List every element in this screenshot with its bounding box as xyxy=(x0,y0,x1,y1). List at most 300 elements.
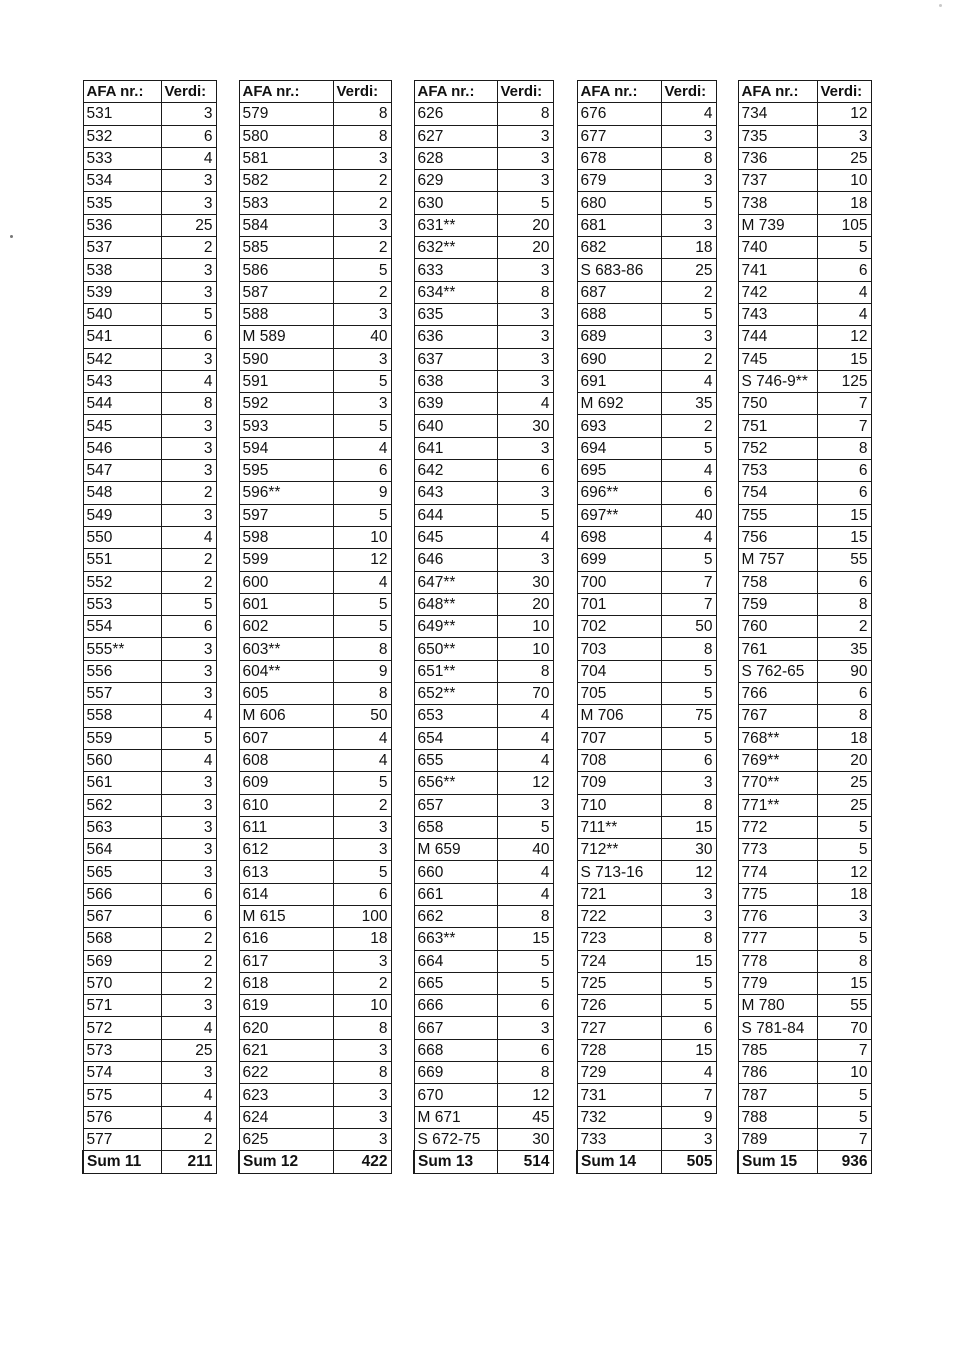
sum-value: 505 xyxy=(661,1151,716,1173)
afa-table-2 xyxy=(238,80,392,1174)
verdi-cell: 8 xyxy=(497,1062,553,1084)
verdi-cell: 3 xyxy=(497,303,553,325)
table-row xyxy=(577,1039,716,1061)
table-row xyxy=(83,638,216,660)
verdi-cell: 15 xyxy=(817,504,871,526)
verdi-cell: 7 xyxy=(817,1039,871,1061)
table-row xyxy=(577,660,716,682)
afa-nr-cell: 661 xyxy=(414,883,497,905)
table-row xyxy=(414,861,553,883)
table-row xyxy=(414,1039,553,1061)
afa-nr-cell: 761 xyxy=(738,638,817,660)
table-row xyxy=(83,504,216,526)
afa-nr-cell: 678 xyxy=(577,147,661,169)
verdi-cell: 25 xyxy=(817,772,871,794)
verdi-cell: 20 xyxy=(497,214,553,236)
table-row xyxy=(83,549,216,571)
table-row xyxy=(414,103,553,125)
table-row xyxy=(577,839,716,861)
verdi-cell: 30 xyxy=(497,1128,553,1150)
verdi-cell: 4 xyxy=(161,1106,216,1128)
table-row xyxy=(83,259,216,281)
verdi-cell: 50 xyxy=(333,705,391,727)
table-row xyxy=(239,593,391,615)
afa-nr-cell: 600 xyxy=(239,571,333,593)
verdi-cell: 6 xyxy=(817,482,871,504)
afa-nr-cell: 696** xyxy=(577,482,661,504)
verdi-cell: 25 xyxy=(161,214,216,236)
afa-table-4 xyxy=(576,80,717,1174)
verdi-header: Verdi: xyxy=(497,81,553,103)
afa-nr-cell: 786 xyxy=(738,1062,817,1084)
table-row xyxy=(83,348,216,370)
verdi-cell: 4 xyxy=(497,393,553,415)
verdi-cell: 35 xyxy=(661,393,716,415)
afa-nr-cell: 596** xyxy=(239,482,333,504)
table-row xyxy=(414,281,553,303)
afa-nr-cell: 531 xyxy=(83,103,161,125)
table-row xyxy=(414,660,553,682)
table-row xyxy=(239,192,391,214)
verdi-cell: 6 xyxy=(497,995,553,1017)
afa-nr-cell: 753 xyxy=(738,460,817,482)
afa-nr-cell: 688 xyxy=(577,303,661,325)
verdi-cell: 2 xyxy=(661,348,716,370)
afa-nr-cell: 775 xyxy=(738,883,817,905)
afa-nr-cell: 533 xyxy=(83,147,161,169)
afa-nr-cell: 556 xyxy=(83,660,161,682)
table-row xyxy=(83,861,216,883)
verdi-cell: 6 xyxy=(497,460,553,482)
table-row xyxy=(738,839,871,861)
table-row xyxy=(738,415,871,437)
table-row xyxy=(738,348,871,370)
afa-nr-cell: 631** xyxy=(414,214,497,236)
table-row xyxy=(738,460,871,482)
afa-nr-cell: 710 xyxy=(577,794,661,816)
verdi-cell: 125 xyxy=(817,370,871,392)
table-row xyxy=(577,928,716,950)
table-row xyxy=(414,303,553,325)
verdi-cell: 90 xyxy=(817,660,871,682)
afa-nr-cell: 625 xyxy=(239,1128,333,1150)
table-row xyxy=(239,415,391,437)
verdi-cell: 55 xyxy=(817,549,871,571)
table-row xyxy=(83,460,216,482)
verdi-cell: 15 xyxy=(817,348,871,370)
verdi-cell: 100 xyxy=(333,905,391,927)
verdi-cell: 75 xyxy=(661,705,716,727)
afa-nr-cell: 562 xyxy=(83,794,161,816)
verdi-cell: 3 xyxy=(333,1039,391,1061)
afa-nr-cell: 646 xyxy=(414,549,497,571)
table-row xyxy=(577,170,716,192)
table-row xyxy=(414,460,553,482)
verdi-cell: 7 xyxy=(817,393,871,415)
verdi-cell: 10 xyxy=(333,995,391,1017)
verdi-cell: 15 xyxy=(497,928,553,950)
table-row xyxy=(83,192,216,214)
table-row xyxy=(577,816,716,838)
verdi-cell: 5 xyxy=(661,683,716,705)
table-row xyxy=(738,861,871,883)
table-row xyxy=(239,861,391,883)
table-row xyxy=(738,883,871,905)
verdi-cell: 3 xyxy=(161,192,216,214)
afa-nr-cell: 682 xyxy=(577,237,661,259)
afa-nr-cell: 613 xyxy=(239,861,333,883)
table-row xyxy=(414,794,553,816)
afa-nr-cell: 670 xyxy=(414,1084,497,1106)
verdi-cell: 6 xyxy=(661,749,716,771)
verdi-cell: 5 xyxy=(497,816,553,838)
afa-nr-header: AFA nr.: xyxy=(738,81,817,103)
table-row xyxy=(414,593,553,615)
table-row xyxy=(239,147,391,169)
afa-nr-cell: 627 xyxy=(414,125,497,147)
afa-nr-cell: 700 xyxy=(577,571,661,593)
verdi-cell: 70 xyxy=(817,1017,871,1039)
afa-nr-cell: 624 xyxy=(239,1106,333,1128)
afa-nr-cell: M 615 xyxy=(239,905,333,927)
afa-nr-cell: 641 xyxy=(414,437,497,459)
verdi-cell: 40 xyxy=(333,326,391,348)
verdi-cell: 10 xyxy=(333,526,391,548)
table-row xyxy=(83,393,216,415)
verdi-cell: 7 xyxy=(817,415,871,437)
afa-nr-cell: 557 xyxy=(83,683,161,705)
afa-nr-cell: 648** xyxy=(414,593,497,615)
afa-nr-cell: 626 xyxy=(414,103,497,125)
table-row xyxy=(414,883,553,905)
verdi-cell: 3 xyxy=(333,816,391,838)
afa-nr-cell: 690 xyxy=(577,348,661,370)
afa-nr-cell: 698 xyxy=(577,526,661,548)
table-row xyxy=(83,303,216,325)
table-row xyxy=(738,905,871,927)
afa-nr-cell: 604** xyxy=(239,660,333,682)
verdi-header: Verdi: xyxy=(161,81,216,103)
afa-nr-cell: 628 xyxy=(414,147,497,169)
verdi-cell: 25 xyxy=(161,1039,216,1061)
verdi-cell: 2 xyxy=(333,170,391,192)
verdi-cell: 6 xyxy=(161,616,216,638)
table-row xyxy=(577,705,716,727)
afa-nr-cell: 590 xyxy=(239,348,333,370)
afa-nr-cell: 582 xyxy=(239,170,333,192)
verdi-cell: 5 xyxy=(497,972,553,994)
table-row xyxy=(577,1017,716,1039)
afa-nr-cell: 731 xyxy=(577,1084,661,1106)
verdi-cell: 6 xyxy=(161,326,216,348)
afa-nr-cell: M 739 xyxy=(738,214,817,236)
table-row xyxy=(577,571,716,593)
afa-nr-cell: 630 xyxy=(414,192,497,214)
table-row xyxy=(239,303,391,325)
afa-nr-cell: 724 xyxy=(577,950,661,972)
afa-nr-cell: 766 xyxy=(738,683,817,705)
verdi-cell: 12 xyxy=(817,103,871,125)
verdi-cell: 5 xyxy=(661,995,716,1017)
sum-value: 211 xyxy=(161,1151,216,1173)
afa-nr-cell: 647** xyxy=(414,571,497,593)
afa-nr-cell: 744 xyxy=(738,326,817,348)
verdi-cell: 8 xyxy=(333,638,391,660)
table-row xyxy=(239,683,391,705)
table-row xyxy=(414,125,553,147)
verdi-cell: 4 xyxy=(817,303,871,325)
afa-nr-cell: 546 xyxy=(83,437,161,459)
table-row xyxy=(83,237,216,259)
verdi-cell: 3 xyxy=(661,326,716,348)
verdi-cell: 8 xyxy=(497,660,553,682)
afa-nr-cell: 575 xyxy=(83,1084,161,1106)
afa-nr-cell: 666 xyxy=(414,995,497,1017)
afa-nr-cell: 743 xyxy=(738,303,817,325)
afa-nr-cell: 545 xyxy=(83,415,161,437)
verdi-cell: 9 xyxy=(333,482,391,504)
table-row xyxy=(738,727,871,749)
afa-nr-cell: 756 xyxy=(738,526,817,548)
verdi-cell: 4 xyxy=(161,526,216,548)
afa-nr-cell: 691 xyxy=(577,370,661,392)
table-row xyxy=(239,727,391,749)
verdi-cell: 30 xyxy=(661,839,716,861)
verdi-cell: 4 xyxy=(497,727,553,749)
verdi-cell: 6 xyxy=(661,482,716,504)
afa-nr-cell: 745 xyxy=(738,348,817,370)
afa-nr-cell: 656** xyxy=(414,772,497,794)
table-row xyxy=(239,705,391,727)
table-row xyxy=(738,616,871,638)
verdi-cell: 2 xyxy=(661,415,716,437)
table-row xyxy=(239,1084,391,1106)
verdi-cell: 15 xyxy=(661,816,716,838)
table-row xyxy=(738,995,871,1017)
verdi-cell: 10 xyxy=(497,616,553,638)
table-row xyxy=(577,348,716,370)
afa-nr-cell: 771** xyxy=(738,794,817,816)
table-row xyxy=(414,1017,553,1039)
table-row xyxy=(738,1062,871,1084)
table-row xyxy=(414,972,553,994)
table-row xyxy=(239,326,391,348)
verdi-cell: 3 xyxy=(161,504,216,526)
verdi-cell: 7 xyxy=(661,571,716,593)
afa-nr-cell: 610 xyxy=(239,794,333,816)
table-row xyxy=(577,1128,716,1150)
table-row xyxy=(414,772,553,794)
verdi-cell: 3 xyxy=(161,348,216,370)
afa-nr-cell: 611 xyxy=(239,816,333,838)
verdi-cell: 3 xyxy=(661,905,716,927)
verdi-header: Verdi: xyxy=(333,81,391,103)
afa-nr-cell: 588 xyxy=(239,303,333,325)
verdi-cell: 8 xyxy=(333,103,391,125)
table-row xyxy=(577,281,716,303)
table-row xyxy=(577,683,716,705)
verdi-cell: 3 xyxy=(661,772,716,794)
table-row xyxy=(239,125,391,147)
verdi-cell: 3 xyxy=(497,1017,553,1039)
afa-nr-cell: 658 xyxy=(414,816,497,838)
table-row xyxy=(239,883,391,905)
afa-nr-cell: 538 xyxy=(83,259,161,281)
afa-nr-cell: 555** xyxy=(83,638,161,660)
sum-value: 936 xyxy=(817,1151,871,1173)
afa-nr-cell: 632** xyxy=(414,237,497,259)
verdi-cell: 5 xyxy=(497,504,553,526)
afa-nr-cell: 777 xyxy=(738,928,817,950)
table-row xyxy=(738,794,871,816)
verdi-cell: 3 xyxy=(161,660,216,682)
verdi-cell: 4 xyxy=(161,1017,216,1039)
table-row xyxy=(577,393,716,415)
verdi-cell: 5 xyxy=(333,259,391,281)
verdi-cell: 3 xyxy=(161,794,216,816)
afa-nr-cell: 592 xyxy=(239,393,333,415)
sum-label: Sum 11 xyxy=(83,1151,161,1173)
verdi-cell: 5 xyxy=(333,504,391,526)
verdi-cell: 8 xyxy=(817,593,871,615)
verdi-cell: 15 xyxy=(661,950,716,972)
afa-nr-cell: 728 xyxy=(577,1039,661,1061)
verdi-cell: 6 xyxy=(497,1039,553,1061)
table-row xyxy=(83,928,216,950)
table-row xyxy=(414,950,553,972)
afa-nr-cell: 752 xyxy=(738,437,817,459)
verdi-cell: 3 xyxy=(161,1062,216,1084)
table-row xyxy=(577,905,716,927)
verdi-cell: 3 xyxy=(497,259,553,281)
verdi-cell: 2 xyxy=(161,928,216,950)
verdi-cell: 4 xyxy=(333,749,391,771)
table-row xyxy=(738,772,871,794)
table-row xyxy=(414,192,553,214)
afa-nr-cell: 643 xyxy=(414,482,497,504)
verdi-cell: 3 xyxy=(497,549,553,571)
afa-nr-cell: 609 xyxy=(239,772,333,794)
verdi-cell: 3 xyxy=(497,170,553,192)
verdi-cell: 9 xyxy=(333,660,391,682)
verdi-cell: 3 xyxy=(661,883,716,905)
table-row xyxy=(83,214,216,236)
verdi-cell: 105 xyxy=(817,214,871,236)
verdi-cell: 8 xyxy=(333,1062,391,1084)
afa-nr-cell: 536 xyxy=(83,214,161,236)
verdi-cell: 15 xyxy=(817,972,871,994)
afa-nr-cell: 657 xyxy=(414,794,497,816)
verdi-header: Verdi: xyxy=(817,81,871,103)
verdi-cell: 8 xyxy=(817,437,871,459)
table-row xyxy=(83,816,216,838)
table-row xyxy=(577,237,716,259)
scan-speck xyxy=(10,235,13,238)
table-row xyxy=(239,816,391,838)
table-row xyxy=(83,281,216,303)
table-row xyxy=(239,794,391,816)
verdi-cell: 3 xyxy=(661,125,716,147)
afa-nr-cell: 623 xyxy=(239,1084,333,1106)
sum-value: 514 xyxy=(497,1151,553,1173)
afa-nr-cell: 773 xyxy=(738,839,817,861)
table-row xyxy=(414,616,553,638)
afa-nr-cell: 576 xyxy=(83,1106,161,1128)
table-row xyxy=(83,125,216,147)
verdi-cell: 3 xyxy=(161,437,216,459)
afa-nr-cell: 580 xyxy=(239,125,333,147)
table-row xyxy=(577,638,716,660)
verdi-cell: 12 xyxy=(817,326,871,348)
verdi-cell: 3 xyxy=(497,482,553,504)
afa-nr-cell: 759 xyxy=(738,593,817,615)
afa-table-5 xyxy=(737,80,872,1174)
afa-nr-cell: 679 xyxy=(577,170,661,192)
verdi-cell: 2 xyxy=(161,237,216,259)
afa-nr-cell: 760 xyxy=(738,616,817,638)
verdi-cell: 3 xyxy=(333,303,391,325)
afa-nr-cell: 577 xyxy=(83,1128,161,1150)
afa-nr-cell: 704 xyxy=(577,660,661,682)
afa-nr-cell: 583 xyxy=(239,192,333,214)
afa-nr-cell: 676 xyxy=(577,103,661,125)
table-header-row xyxy=(414,81,553,103)
table-row xyxy=(738,214,871,236)
verdi-cell: 5 xyxy=(661,192,716,214)
afa-nr-cell: 654 xyxy=(414,727,497,749)
afa-nr-cell: 668 xyxy=(414,1039,497,1061)
afa-nr-cell: 722 xyxy=(577,905,661,927)
afa-nr-cell: 640 xyxy=(414,415,497,437)
afa-nr-cell: 608 xyxy=(239,749,333,771)
afa-nr-cell: 601 xyxy=(239,593,333,615)
afa-nr-cell: 677 xyxy=(577,125,661,147)
table-row xyxy=(414,237,553,259)
verdi-cell: 3 xyxy=(333,348,391,370)
afa-nr-cell: 633 xyxy=(414,259,497,281)
afa-nr-cell: 579 xyxy=(239,103,333,125)
afa-nr-cell: 729 xyxy=(577,1062,661,1084)
afa-nr-cell: 634** xyxy=(414,281,497,303)
verdi-cell: 3 xyxy=(661,1128,716,1150)
afa-nr-cell: 644 xyxy=(414,504,497,526)
afa-nr-cell: 725 xyxy=(577,972,661,994)
table-row xyxy=(738,816,871,838)
table-row xyxy=(738,1039,871,1061)
table-row xyxy=(83,883,216,905)
verdi-cell: 3 xyxy=(161,460,216,482)
table-row xyxy=(239,370,391,392)
table-row xyxy=(239,281,391,303)
verdi-cell: 4 xyxy=(817,281,871,303)
table-row xyxy=(83,660,216,682)
verdi-cell: 10 xyxy=(497,638,553,660)
afa-nr-cell: 593 xyxy=(239,415,333,437)
verdi-cell: 4 xyxy=(497,749,553,771)
afa-nr-cell: 564 xyxy=(83,839,161,861)
afa-nr-cell: S 672-75 xyxy=(414,1128,497,1150)
afa-nr-cell: 605 xyxy=(239,683,333,705)
verdi-cell: 4 xyxy=(661,1062,716,1084)
table-row xyxy=(414,839,553,861)
verdi-cell: 18 xyxy=(817,727,871,749)
sum-label: Sum 13 xyxy=(414,1151,497,1173)
verdi-cell: 3 xyxy=(497,147,553,169)
verdi-cell: 5 xyxy=(497,192,553,214)
table-row xyxy=(83,1128,216,1150)
verdi-cell: 8 xyxy=(661,794,716,816)
table-row xyxy=(577,125,716,147)
